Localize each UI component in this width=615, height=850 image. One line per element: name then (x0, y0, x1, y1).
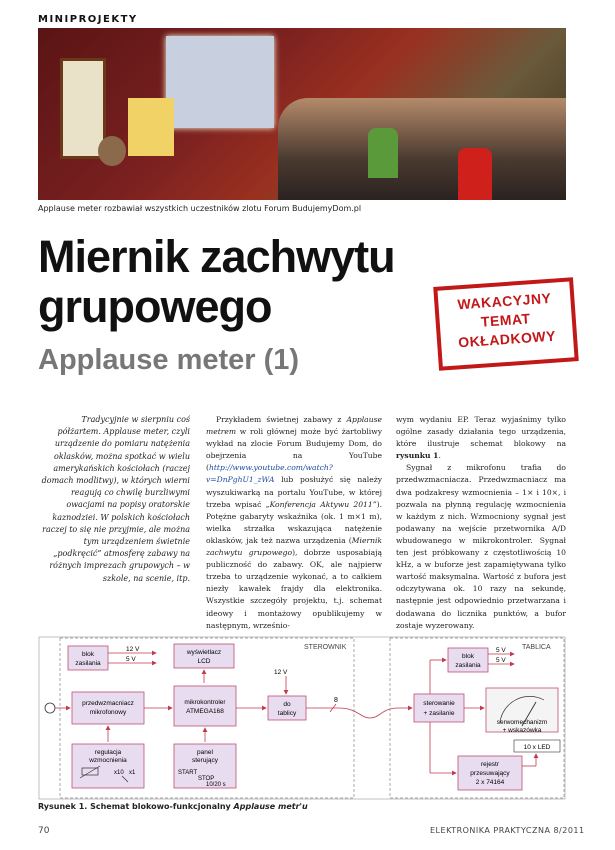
magazine-issue: ELEKTRONIKA PRAKTYCZNA 8/2011 (430, 826, 585, 835)
block-label: 2 x 74164 (475, 779, 505, 786)
control-power-block (414, 694, 464, 722)
body-column-2 (206, 414, 382, 632)
block-label: wyświetlacz (186, 649, 222, 656)
block-label: regulacja (94, 749, 122, 756)
block-label: blok (82, 651, 94, 658)
microphone-icon (45, 703, 55, 713)
range-label: x1 (129, 770, 136, 776)
paragraph: Przykładem świetnej zabawy z Applause metrem w roli głównej może być żartobliwy wykład na zlocie Forum Budujemy Dom, do obejrzenia na YouTube (http://www.youtube.com/watch?v=DnPghU1_zWA lub posłużyć się należy wyszukiwarką na portalu YouTube, w której trzeba wpisać „Konferencja Aktywu 2011”). Potężne gabaryty wskaźnika (ok. 1 m×1 m), wielka strzałka wskazująca natężenie oklasków, jak też nazwa urządzenia (Miernik zachwytu grupowego), dobrze usposabiają publiczność do zabawy. OK, ale najpierw trzeba to urządzenie wykonać, a to całkiem niezły kawałek frajdy dla elektronika. Wszystkie szczegóły projektu, t.j. schemat ideowy i montażowy opublikujemy w następnym, wrześnio- (206, 415, 383, 630)
photo-person (98, 136, 126, 166)
stamp-line: WAKACYJNY (456, 289, 552, 313)
block-label: wzmocnienia (89, 757, 127, 764)
sterownik-label: STEROWNIK (304, 644, 347, 651)
block-label: ATMEGA168 (186, 708, 224, 715)
photo-projection-screen (166, 36, 274, 128)
photo-person (368, 128, 398, 178)
summer-cover-stamp (433, 277, 579, 371)
photo-audience (278, 98, 566, 200)
stop-button-label: STOP (198, 776, 215, 782)
page-number: 70 (38, 826, 50, 836)
block-diagram (38, 636, 566, 800)
wire-count-label: 8 (334, 697, 338, 704)
stamp-line: OKŁADKOWY (457, 327, 557, 351)
block-label: do (283, 701, 291, 708)
block-label: sterowanie (423, 700, 455, 707)
block-label: panel (197, 749, 213, 756)
block-label: sterujący (191, 757, 219, 764)
block-label: + zasilanie (423, 710, 455, 717)
photo-person (458, 148, 492, 200)
photo-applause-meter-board (128, 98, 174, 156)
paragraph: wym wydaniu EP. Teraz wyjaśnimy tylko ogólne zasady działania tego urządzenia, które ilustruje schemat blokowy na rysunku 1. (396, 415, 566, 461)
block-label: tablicy (277, 710, 297, 717)
section-tag: MINIPROJEKTY (38, 14, 138, 25)
voltage-label: 5 V (496, 647, 506, 654)
lead-paragraph: Tradycyjnie w sierpniu coś półżartem. Applause meter, czyli urządzenie do pomiaru natężenia oklasków, można spotkać w wielu amerykańskich kościołach (raczej domach modlitwy), w których wierni reagują co chwilę burzliwymi owacjami na popisy oratorskie kaznodziei. W polskich kościołach raczej to się nie przyjmie, ale można tym urządzeniem świetnie „podkręcić” atmosferę zabawy na różnych imprezach grupowych – w szkole, na scenie, itp. (41, 415, 190, 583)
header-photo (38, 28, 566, 200)
block-label: serwomechanizm (496, 719, 548, 726)
block-label: zasilania (455, 662, 481, 669)
time-switch-label: 10/20 s (206, 782, 226, 788)
photo-caption: Applause meter rozbawiał wszystkich uczestników zlotu Forum BudujemyDom.pl (38, 204, 362, 213)
block-label: LCD (197, 658, 211, 665)
article-title: Miernik zachwytu grupowego (38, 231, 395, 332)
block-label: mikrofonowy (89, 709, 127, 716)
voltage-label: 12 V (274, 669, 288, 676)
block-label: + wskazówka (502, 727, 542, 734)
led-label: 10 x LED (523, 744, 551, 751)
block-label: blok (462, 653, 474, 660)
block-label: mikrokontroler (184, 699, 226, 706)
cable-line (306, 708, 412, 718)
microcontroller-block (174, 686, 236, 726)
preamp-block (72, 692, 144, 724)
block-label: przedwzmacniacz (82, 700, 134, 707)
youtube-link[interactable]: http://www.youtube.com/watch?v=DnPghU1_zWA (206, 463, 333, 485)
block-label: zasilania (75, 660, 101, 667)
start-button-label: START (178, 770, 198, 776)
block-label: przesuwający (470, 770, 510, 777)
voltage-label: 5 V (126, 656, 136, 663)
range-label: x10 (114, 770, 124, 776)
block-label: rejestr (480, 761, 500, 768)
paragraph: Sygnał z mikrofonu trafia do przedwzmacniacza. Przedwzmacniacz ma dwa podzakresy wzmocnienia – 1× i 10×, i pozwala na płynną regulację wzmocnienia w każdym z nich. Wzmocniony sygnał jest podawany na wejście przetwornika A/D wbudowanego w mikrokontroler. Sygnał ten jest próbkowany z częstotliwością 10 kHz, a w buforze jest zapamiętywana tylko wartość maksymalna. Wartość z bufora jest odczytywana ok. 10 razy na sekundę, następnie jest odpowiednio przetwarzana i dodawana do licznika punktów, a bufor zostaje wyzerowany. (396, 463, 566, 630)
tablica-label: TABLICA (522, 644, 551, 651)
stamp-line: TEMAT (480, 310, 532, 330)
voltage-label: 12 V (126, 646, 140, 653)
voltage-label: 5 V (496, 657, 506, 664)
body-column-3 (396, 414, 566, 632)
figure-caption: Rysunek 1. Schemat blokowo-funkcjonalny Applause metr'u (38, 802, 308, 811)
article-subtitle: Applause meter (1) (38, 344, 300, 376)
